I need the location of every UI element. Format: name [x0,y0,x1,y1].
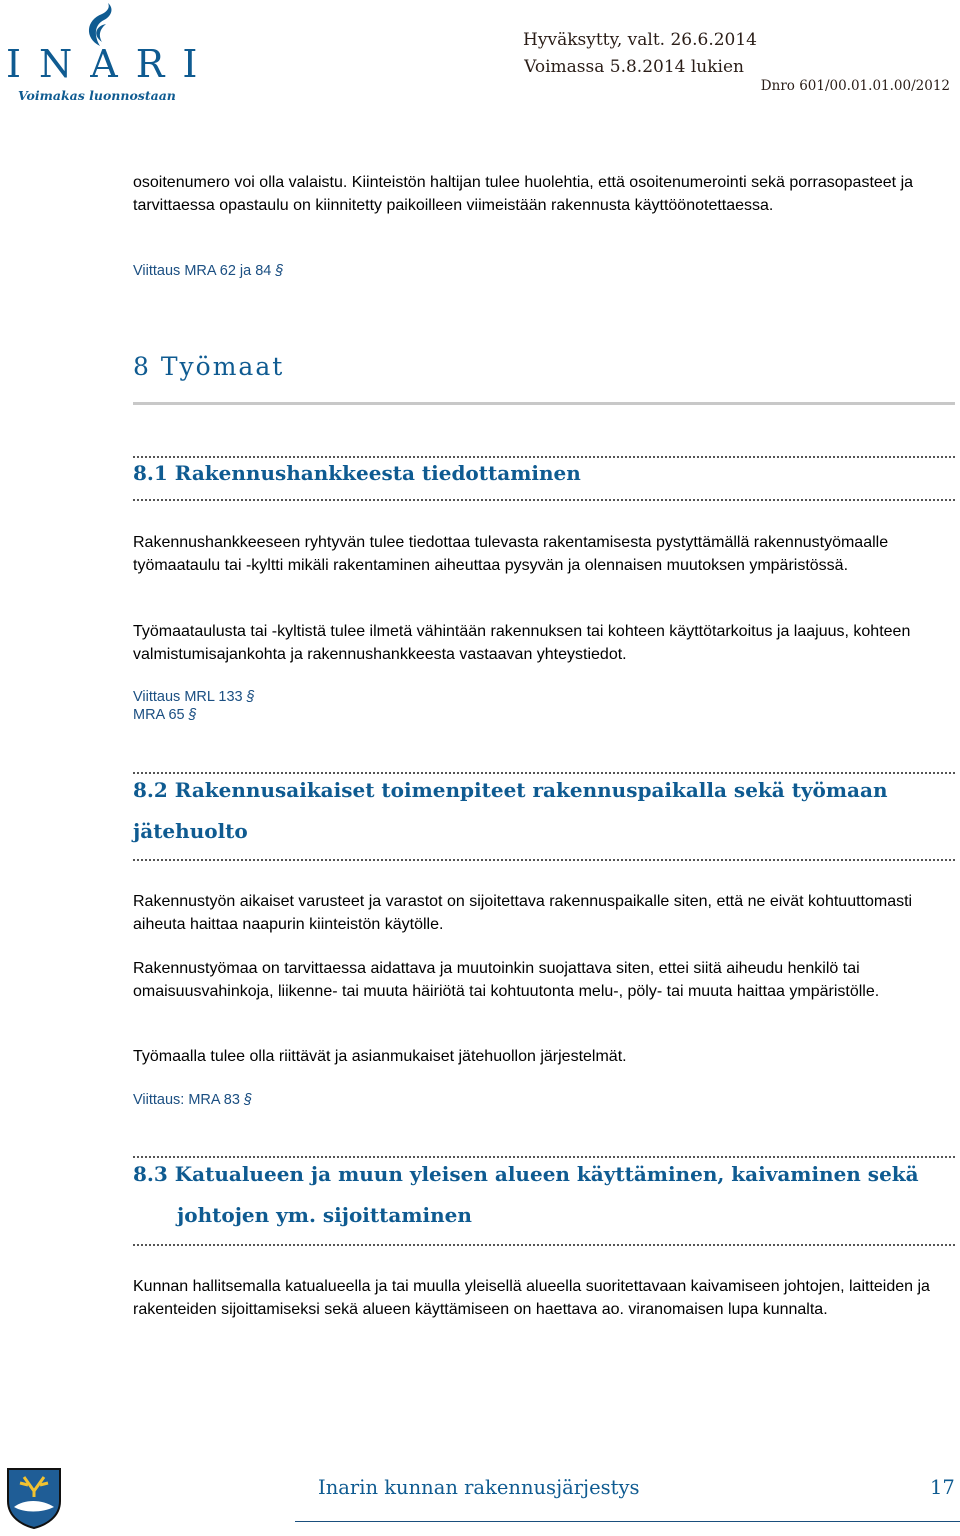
s82-paragraph-2: Rakennustyömaa on tarvittaessa aidattava ja muutoinkin suojattava siten, ettei siitä aiheudu henkilö tai omaisuusvahinkoja, liikenne- tai muuta häiriötä tai kohtuutonta melu-, pöly- tai muuta haittaa ympäristölle. [133,960,880,1000]
intro-paragraph: osoitenumero voi olla valaistu. Kiinteistön haltijan tulee huolehtia, että osoitenumerointi sekä porrasopasteet ja tarvittaessa opastaulu on kiinnitetty paikoilleen viimeistään rakennusta käyttöönotettaessa. [133,174,914,214]
section-dotted-rule [133,859,955,861]
s82-reference [133,1091,252,1109]
section-dotted-rule [133,499,955,501]
s82-paragraph-1: Rakennustyön aikaiset varusteet ja varastot on sijoitettava rakennuspaikalle siten, että ne eivät kohtuuttomasti aiheuta haittaa naapurin kiinteistön käytölle. [133,893,913,933]
section-symbol-icon: § [246,689,255,705]
in-force-date: Voimassa 5.8.2014 lukien [524,57,744,77]
section-symbol-icon: § [243,1092,253,1108]
page-number: 17 [930,1476,955,1499]
section-8-heading: 8 Työmaat [133,352,285,381]
reference-text: MRA 65 [133,707,185,723]
section-8-3-heading: 8.3 Katualueen ja muun yleisen alueen käyttäminen, kaivaminen sekä [133,1162,919,1186]
section-8-1-heading: 8.1 Rakennushankkeesta tiedottaminen [133,461,581,485]
section-divider [133,402,955,408]
logo-wordmark: INARI [6,42,216,86]
section-dotted-rule [133,1244,955,1246]
reference-text: Viittaus MRL 133 [133,689,243,705]
reference-text: Viittaus MRA 62 ja 84 [133,263,272,279]
section-8-3-heading-cont: johtojen ym. sijoittaminen [177,1203,472,1227]
approval-date: Hyväksytty, valt. 26.6.2014 [523,30,757,50]
reference-line [133,706,255,724]
section-8-2-heading-cont: jätehuolto [133,819,248,843]
inari-coat-of-arms-icon [6,1467,62,1529]
s81-paragraph-2: Työmaataulusta tai -kyltistä tulee ilmetä vähintään rakennuksen tai kohteen käyttötarkoitus ja laajuus, kohteen valmistumisajankohta ja rakennushankkeesta vastaavan yhteystiedot. [133,623,911,663]
section-8-2-heading: 8.2 Rakennusaikaiset toimenpiteet rakennuspaikalla sekä työmaan [133,778,888,802]
section-symbol-icon: § [275,263,284,279]
record-number: Dnro 601/00.01.01.00/2012 [760,78,950,94]
s83-paragraph-1: Kunnan hallitsemalla katualueella ja tai muulla yleisellä alueella suoritettavaan kaivamiseen johtojen, laitteiden ja rakenteiden sijoittamiseksi sekä alueen käyttämiseen on haettava ao. viranomaisen lupa kunnalta. [133,1278,930,1318]
footer-title: Inarin kunnan rakennusjärjestys [318,1476,640,1499]
s81-paragraph-1: Rakennushankkeeseen ryhtyvän tulee tiedottaa tulevasta rakentamisesta pystyttämällä rakennustyömaalle työmaataulu tai -kyltti mikäli rakentaminen aiheuttaa pysyvän ja olennaisen muutoksen ympäristössä. [133,534,889,574]
inari-logo [0,0,216,110]
s81-reference [133,688,255,724]
logo-tagline: Voimakas luonnostaan [18,88,176,103]
intro-reference [133,262,283,280]
reference-line [133,688,255,706]
reference-text: Viittaus: MRA 83 [133,1092,240,1108]
footer-divider [295,1521,960,1522]
s82-paragraph-3: Työmaalla tulee olla riittävät ja asianmukaiset jätehuollon järjestelmät. [133,1048,627,1065]
section-symbol-icon: § [188,707,197,723]
